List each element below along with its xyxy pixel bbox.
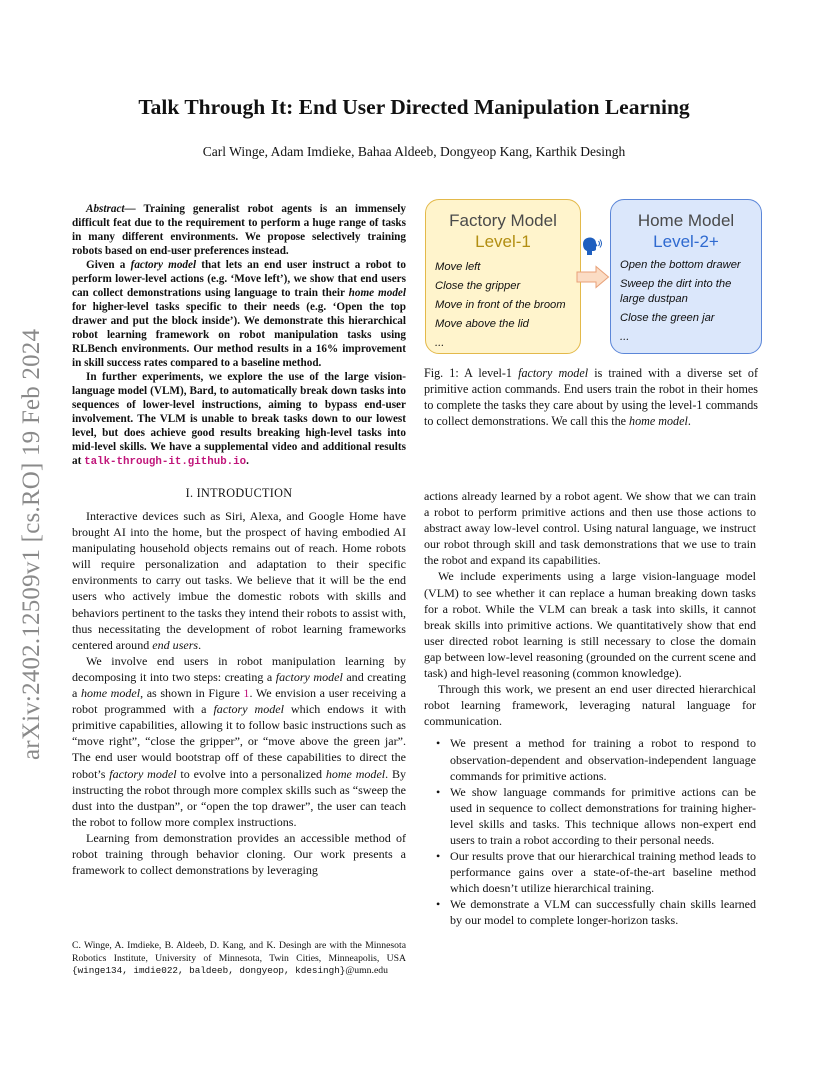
factory-model-level: Level-1 (475, 232, 531, 251)
factory-command-list (426, 258, 580, 353)
abstract-paragraph: In further experiments, we explore the use of the large vision-language model (VLM), Bard, to automatically break down tasks into sequences of lower-level instructions, aiming to bypass end-user involvement. The VLM is unable to break tasks down to our lowest level, but does achieve good results breaking high-level tasks into mid-level skills. We have a supplemental video and additional results at talk-through-it.github.io. (72, 371, 406, 468)
factory-command: Move in front of the broom (435, 299, 566, 311)
contribution-item: • We demonstrate a VLM can successfully chain skills learned by our model to complete longer-horizon tasks. (450, 896, 756, 928)
home-model-box (610, 199, 762, 354)
right-column (424, 488, 756, 929)
home-command: Close the green jar (620, 312, 715, 324)
speaking-person-icon (581, 236, 603, 258)
figure-1 (424, 196, 764, 358)
body-paragraph: Learning from demonstration provides an accessible method of robot training through behavior cloning. Our work presents a framework to collect demonstrations by leveraging (72, 830, 406, 878)
abstract (72, 202, 406, 469)
body-paragraph: actions already learned by a robot agent. We show that we can train a robot to perform primitive actions and then use those actions to abstract away low-level control. Using natural language, we instruct our robot through skill and task demonstrations that we use to train the robot and expand its capabilities. (424, 489, 756, 568)
project-link[interactable]: talk-through-it.github.io (84, 456, 247, 468)
right-arrow-icon (576, 265, 610, 289)
body-paragraph: Interactive devices such as Siri, Alexa, and Google Home have brought AI into the home, but the prospect of having embodied AI manipulating household objects remains out of reach. Home robots will require personalization and adaptation to their specific environments to carry out tasks. We believe that it will be the end users who actively imbue the domestic robots with skills and behaviors pertinent to the tasks they intend their robots to assist with, thus necessitating the development of robot learning frameworks centered around end users. (72, 509, 406, 652)
body-paragraph: We include experiments using a large vision-language model (VLM) to see whether it can replace a human breaking down tasks for a robot. While the VLM can break a task into skills, it cannot break skills into primitive actions. We quantitatively show that end user directed robot learning is still necessary to close the domain gap between low-level reasoning (grounded on the current scene and task) and high-level reasoning (common knowledge). (424, 569, 756, 681)
footnote-emails: {winge134, imdie022, baldeeb, dongyeop, kdesingh} (72, 965, 346, 977)
contribution-item: • Our results prove that our hierarchical training method leads to performance gains over a state-of-the-art baseline method which doesn’t utilize hierarchical training. (450, 848, 756, 896)
figure-caption: Fig. 1: A level-1 factory model is trained with a diverse set of primitive action commands. End users train the robot in their homes to complete the tasks they care about by using the level-1 commands to collect demonstrations. We call this the home model. (424, 366, 758, 429)
contribution-list (424, 735, 756, 928)
figure-reference-link[interactable]: 1 (243, 686, 250, 701)
intro-column (72, 508, 406, 878)
abstract-paragraph: Abstract— Training generalist robot agents is an immensely difficult feat due to the requirement to perform a huge range of tasks in many different environments. We propose selectively training robots based on end-user preferences instead. (72, 203, 406, 257)
contribution-item: • We present a method for training a robot to respond to observation-dependent and observation-independent language commands for primitive actions. (450, 735, 756, 783)
home-command: Sweep the dirt into the large dustpan (620, 278, 732, 305)
factory-model-box (425, 199, 581, 354)
body-paragraph: We involve end users in robot manipulation learning by decomposing it into two steps: creating a factory model and creating a home model, as shown in Figure 1. We envision a user receiving a robot programmed with a factory model which endows it with primitive capabilities, allowing it to follow basic instructions such as “move right”, “close the gripper”, or “move above the green jar”. The end user would bootstrap off of these capabilities to direct the robot’s factory model to evolve into a personalized home model. By instructing the robot through more complex skills such as “sweep the dust into the dustpan”, or “open the top drawer”, the user can teach the robot to follow more complex instructions. (72, 653, 407, 829)
abstract-paragraph: Given a factory model that lets an end user instruct a robot to perform lower-level actions (e.g. ‘Move left’), we show that end users can collect demonstrations using language to train their home model for higher-level tasks specific to their needs (e.g. ‘Open the top drawer and put the block inside’). We demonstrate this hierarchical robot learning framework on robot manipulation tasks using RLBench environments. Our method results in a 16% improvement in skill success rates compared to a baseline method. (72, 259, 406, 369)
section-heading: I. INTRODUCTION (185, 486, 293, 500)
body-paragraph: Through this work, we present an end user directed hierarchical robot learning framework, leveraging natural language for communication. (424, 682, 756, 729)
home-command-list (611, 258, 761, 345)
factory-model-title: Factory Model (449, 211, 557, 230)
contribution-item: • We show language commands for primitive actions can be used in sequence to collect demonstrations for training higher-level skills and tasks. This technique allows non-expert end users to train a robot according to their personal needs. (450, 784, 756, 848)
paper-title: Talk Through It: End User Directed Manipulation Learning (138, 95, 690, 119)
abstract-label: Abstract— (86, 203, 136, 215)
factory-command: Move left (435, 261, 481, 273)
arxiv-stamp: arXiv:2402.12509v1 [cs.RO] 19 Feb 2024 (18, 328, 45, 760)
footnote: C. Winge, A. Imdieke, B. Aldeeb, D. Kang, and K. Desingh are with the Minnesota Robotics Institute, University of Minnesota, Twin Cities, Minneapolis, USA {winge134, imdie022, baldeeb, dongyeop, kdesingh}@umn.edu (72, 940, 406, 977)
home-command: ... (620, 331, 630, 343)
factory-command: Move above the lid (435, 318, 529, 330)
factory-command: Close the gripper (435, 280, 521, 292)
author-list: Carl Winge, Adam Imdieke, Bahaa Aldeeb, Dongyeop Kang, Karthik Desingh (202, 144, 626, 159)
home-model-level: Level-2+ (653, 232, 719, 251)
home-model-title: Home Model (637, 211, 735, 230)
home-command: Open the bottom drawer (620, 259, 741, 271)
factory-command: ... (435, 337, 445, 349)
